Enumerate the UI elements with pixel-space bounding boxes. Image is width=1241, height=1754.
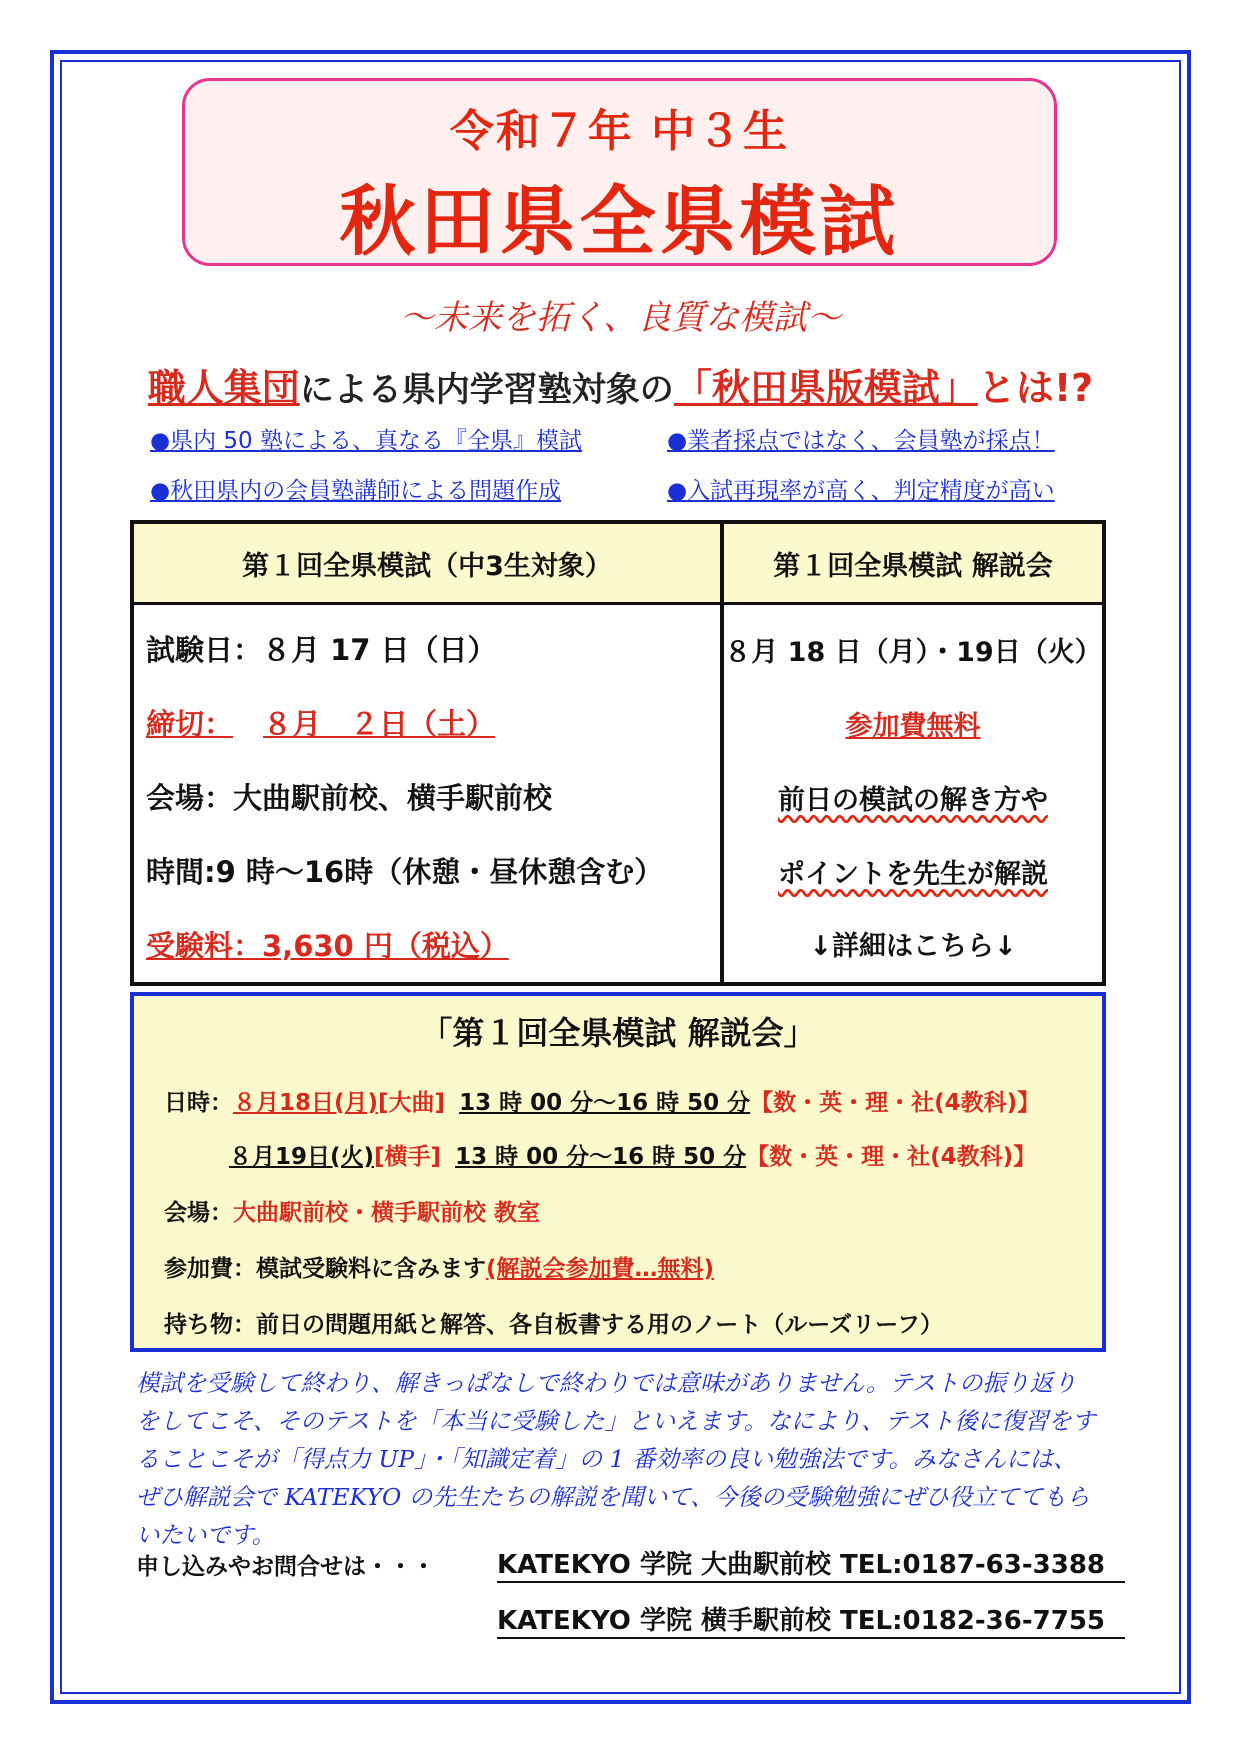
- contact-lead: 申し込みやお問合せは・・・: [136, 1554, 435, 1580]
- title-year-grade: 令和７年 中３生: [449, 106, 790, 157]
- feature-item: ●県内 50 塾による、真なる『全県』模試: [150, 428, 582, 454]
- seminar-venue: 会場：大曲駅前校・横手駅前校 教室: [164, 1200, 541, 1226]
- schedule-left-header: 第１回全県模試（中3生対象）: [134, 524, 720, 602]
- exam-venue: 会場：大曲駅前校、横手駅前校: [146, 781, 553, 815]
- seminar-fee: 参加費無料: [845, 711, 981, 742]
- schedule-table: [130, 520, 1106, 986]
- seminar-fee-line: 参加費：模試受験料に含みます(解説会参加費…無料): [164, 1256, 715, 1282]
- message-paragraph: 模試を受験して終わり、解きっぱなしで終わりでは意味がありません。テストの振り返りをしてこそ、そのテストを「本当に受験した」といえます。なにより、テスト後に復習をすることこそが「得点力 UP」・「知識定着」の 1 番効率の良い勉強法です。みなさんには、ぜひ解説会で KATEKYO の先生たちの解説を聞いて、今後の受験勉強にぜひ役立ててもらいたいです。: [136, 1369, 1096, 1549]
- seminar-desc-2: ポイントを先生が解説: [778, 859, 1048, 890]
- headline: [0, 357, 1241, 412]
- contact-yokote: KATEKYO 学院 横手駅前校 TEL:0182-36-7755: [497, 1600, 1125, 1639]
- feature-item: ●秋田県内の会員塾講師による問題作成: [150, 478, 562, 504]
- deadline: 締切： ８月 ２日（土）: [146, 707, 496, 741]
- schedule-right-header: 第１回全県模試 解説会: [724, 524, 1102, 602]
- headline-middle: による県内学習塾対象の: [299, 370, 674, 410]
- exam-date: 試験日：８月 17 日（日）: [146, 633, 497, 667]
- seminar-title: 「第１回全県模試 解説会」: [420, 1014, 816, 1052]
- subtitle: ～未来を拓く、良質な模試～: [399, 298, 842, 338]
- seminar-row-2: ８月19日(火)[横手] 13 時 00 分～16 時 50 分【数・英・理・社(4教科)】: [229, 1144, 1037, 1170]
- details-pointer: ↓詳細はこちら↓: [809, 931, 1017, 962]
- headline-akita-exam: 「秋田県版模試」: [673, 366, 978, 410]
- feature-item: ●業者採点ではなく、会員塾が採点！: [667, 428, 1055, 454]
- seminar-box: [130, 992, 1106, 1352]
- table-divider: [134, 602, 1102, 605]
- seminar-items: 持ち物：前日の問題用紙と解答、各自板書する用のノート（ルーズリーフ）: [164, 1312, 944, 1338]
- contact-omagari: KATEKYO 学院 大曲駅前校 TEL:0187-63-3388: [497, 1544, 1125, 1583]
- seminar-row-1: 日時：８月18日(月)[大曲] 13 時 00 分～16 時 50 分【数・英・理・社(4教科)】: [164, 1090, 1041, 1116]
- title-main: 秋田県全県模試: [339, 177, 900, 266]
- title-box: [182, 78, 1057, 266]
- headline-question: とは!?: [977, 366, 1094, 410]
- headline-craftsmen: 職人集団: [147, 366, 300, 410]
- seminar-date: ８月 18 日（月）・19日（火）: [724, 637, 1102, 668]
- seminar-desc-1: 前日の模試の解き方や: [778, 785, 1048, 816]
- feature-item: ●入試再現率が高く、判定精度が高い: [667, 478, 1055, 504]
- table-divider: [720, 524, 724, 982]
- exam-time: 時間:9 時～16時（休憩・昼休憩含む）: [146, 855, 664, 889]
- exam-fee: 受験料：3,630 円（税込）: [146, 929, 509, 963]
